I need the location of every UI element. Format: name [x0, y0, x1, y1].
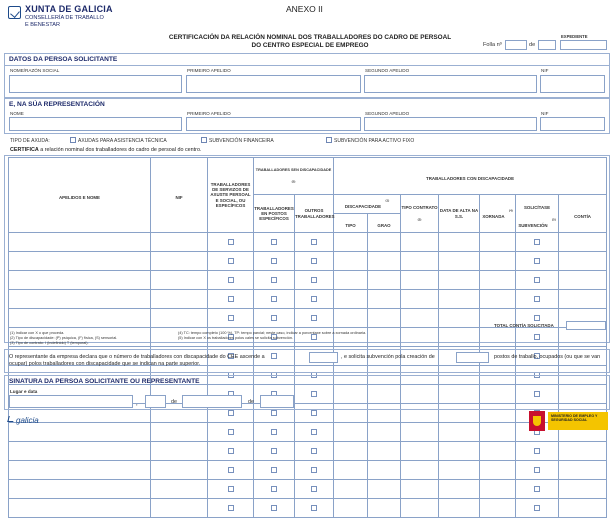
table-input-cell[interactable]	[559, 233, 607, 252]
representacion-segundo-input[interactable]	[364, 117, 537, 131]
table-checkbox-cell[interactable]	[254, 480, 295, 499]
table-input-cell[interactable]	[480, 271, 516, 290]
table-checkbox-cell[interactable]	[208, 271, 254, 290]
row-checkbox[interactable]	[534, 315, 540, 321]
col-xornada-header	[480, 195, 516, 233]
col-xornada-text: XORNADA	[482, 213, 505, 219]
declaration-part-1: O representante da empresa declara que o número de traballadores con discapacidade do CEE ascende a	[9, 354, 265, 360]
table-checkbox-cell[interactable]	[516, 290, 559, 309]
solicitante-primeiro-input[interactable]	[186, 75, 361, 93]
table-input-cell[interactable]	[368, 499, 401, 518]
table-input-cell[interactable]	[334, 271, 368, 290]
solicitante-nome-label: NOME/RAZÓN SOCIAL	[10, 68, 60, 73]
axuda-activo-checkbox[interactable]	[326, 137, 332, 143]
row-checkbox[interactable]	[311, 410, 317, 416]
note-3: (3) Tipo de contrato: I (indefinido) T (temporal).	[10, 340, 89, 345]
table-row	[9, 480, 607, 499]
total-label: TOTAL CONTÍA SOLICITADA	[494, 323, 554, 328]
col-postos-text: TRABALLADORES EN POSTOS ESPECÍFICOS	[254, 205, 294, 222]
row-checkbox[interactable]	[311, 486, 317, 492]
certifica-rest: a relación nominal dos traballadores do cadro de persoal do centro.	[38, 147, 202, 153]
mes-input[interactable]	[182, 395, 242, 408]
table-input-cell[interactable]	[334, 442, 368, 461]
table-checkbox-cell[interactable]	[295, 461, 334, 480]
folla-number-input[interactable]	[505, 40, 527, 50]
row-checkbox[interactable]	[271, 296, 277, 302]
row-checkbox[interactable]	[534, 258, 540, 264]
row-checkbox[interactable]	[534, 467, 540, 473]
table-input-cell[interactable]	[9, 290, 151, 309]
table-checkbox-cell[interactable]	[516, 480, 559, 499]
row-checkbox[interactable]	[534, 334, 540, 340]
table-input-cell[interactable]	[401, 480, 439, 499]
table-row	[9, 442, 607, 461]
col-tipo-header	[334, 214, 368, 233]
table-input-cell[interactable]	[559, 499, 607, 518]
comma-separator: ,	[136, 401, 138, 407]
table-input-cell[interactable]	[334, 233, 368, 252]
folla-total-input[interactable]	[538, 40, 556, 50]
table-row	[9, 271, 607, 290]
row-checkbox[interactable]	[271, 315, 277, 321]
axuda-financeira-checkbox[interactable]	[201, 137, 207, 143]
table-input-cell[interactable]	[559, 252, 607, 271]
row-checkbox[interactable]	[271, 505, 277, 511]
table-checkbox-cell[interactable]	[295, 309, 334, 328]
table-input-cell[interactable]	[559, 442, 607, 461]
table-header-row-1	[9, 158, 607, 195]
col-alta-text: DATA DE ALTA NA S.S.	[439, 208, 479, 219]
col-grao-text: GRAO	[377, 223, 391, 228]
table-input-cell[interactable]	[401, 499, 439, 518]
col-contrato-header	[401, 195, 439, 233]
table-input-cell[interactable]	[559, 290, 607, 309]
row-checkbox[interactable]	[311, 505, 317, 511]
table-input-cell[interactable]	[368, 290, 401, 309]
table-input-cell[interactable]	[334, 499, 368, 518]
solicitante-nif-input[interactable]	[540, 75, 605, 93]
axuda-asistencia-checkbox[interactable]	[70, 137, 76, 143]
notes-right	[178, 331, 508, 341]
org-sub-2: E BENESTAR	[25, 21, 61, 28]
table-input-cell[interactable]	[334, 309, 368, 328]
row-checkbox[interactable]	[311, 429, 317, 435]
table-input-cell[interactable]	[401, 309, 439, 328]
row-checkbox[interactable]	[228, 429, 234, 435]
table-input-cell[interactable]	[151, 442, 208, 461]
col-outros-header	[295, 195, 334, 233]
col-tipo-text: TIPO	[345, 223, 356, 228]
table-checkbox-cell[interactable]	[208, 442, 254, 461]
table-input-cell[interactable]	[401, 461, 439, 480]
row-checkbox[interactable]	[311, 296, 317, 302]
table-checkbox-cell[interactable]	[208, 461, 254, 480]
row-checkbox[interactable]	[311, 315, 317, 321]
table-row	[9, 290, 607, 309]
certifica-text	[10, 147, 201, 153]
table-checkbox-cell[interactable]	[254, 233, 295, 252]
table-row	[9, 461, 607, 480]
title-line-2: DO CENTRO ESPECIAL DE EMPREGO	[251, 42, 369, 49]
row-checkbox[interactable]	[228, 239, 234, 245]
table-input-cell[interactable]	[334, 461, 368, 480]
representacion-primeiro-label: PRIMEIRO APELIDO	[187, 111, 231, 116]
table-row	[9, 252, 607, 271]
table-input-cell[interactable]	[368, 442, 401, 461]
table-checkbox-cell[interactable]	[254, 442, 295, 461]
table-input-cell[interactable]	[9, 461, 151, 480]
row-checkbox[interactable]	[271, 429, 277, 435]
axuda-activo-label: SUBVENCIÓN PARA ACTIVO FIXO	[334, 138, 415, 144]
table-input-cell[interactable]	[334, 252, 368, 271]
table-input-cell[interactable]	[480, 480, 516, 499]
col-contia-header	[559, 195, 607, 233]
solicitante-nif-label: NIF	[541, 68, 549, 73]
row-checkbox[interactable]	[271, 277, 277, 283]
expediente-label: EXPEDIENTE	[561, 34, 588, 39]
table-checkbox-cell[interactable]	[254, 309, 295, 328]
row-checkbox[interactable]	[534, 296, 540, 302]
table-input-cell[interactable]	[439, 233, 480, 252]
anexo-label: ANEXO II	[286, 4, 323, 14]
row-checkbox[interactable]	[271, 448, 277, 454]
col-servizos-text: TRABALLADORES DE SERVIZOS DE AXUSTE PERSOAL E SOCIAL, OU ESPECÍFICOS	[210, 181, 251, 208]
row-checkbox[interactable]	[311, 277, 317, 283]
table-checkbox-cell[interactable]	[208, 309, 254, 328]
notes-left	[10, 331, 180, 345]
table-checkbox-cell[interactable]	[254, 290, 295, 309]
table-row	[9, 499, 607, 518]
row-checkbox[interactable]	[271, 239, 277, 245]
table-checkbox-cell[interactable]	[295, 499, 334, 518]
folla-label: Folla nº	[483, 42, 502, 48]
table-checkbox-cell[interactable]	[208, 252, 254, 271]
spain-coat-of-arms-icon	[529, 411, 545, 431]
group-sen-text: TRABALLADORES SEN DISCAPACIDADE	[255, 168, 332, 172]
ministry-text: MINISTERIO DE EMPLEO Y SEGURIDAD SOCIAL	[551, 414, 598, 423]
representacion-primeiro-input[interactable]	[186, 117, 361, 131]
solicitante-nome-input[interactable]	[9, 75, 182, 93]
table-input-cell[interactable]	[480, 252, 516, 271]
col-servizos-header	[208, 158, 254, 233]
table-checkbox-cell[interactable]	[295, 271, 334, 290]
axuda-label: TIPO DE AXUDA:	[10, 138, 50, 144]
discapacidade-text: DISCAPACIDADE	[344, 204, 382, 209]
row-checkbox[interactable]	[534, 239, 540, 245]
lugar-input[interactable]	[9, 395, 133, 408]
col-nif-text: NIF	[175, 195, 183, 200]
col-contrato-text: TIPO CONTRATO	[401, 204, 438, 210]
xunta-logo-icon	[8, 6, 21, 19]
group-con-header	[334, 158, 607, 195]
ministry-banner	[548, 412, 608, 430]
row-checkbox[interactable]	[311, 258, 317, 264]
table-checkbox-cell[interactable]	[516, 252, 559, 271]
table-input-cell[interactable]	[559, 328, 607, 347]
col-alta-header	[439, 195, 480, 233]
table-input-cell[interactable]	[9, 233, 151, 252]
row-checkbox[interactable]	[228, 296, 234, 302]
table-input-cell[interactable]	[480, 233, 516, 252]
org-subtitle	[25, 15, 125, 28]
table-checkbox-cell[interactable]	[254, 499, 295, 518]
table-input-cell[interactable]	[480, 290, 516, 309]
representacion-nome-input[interactable]	[9, 117, 182, 131]
group-sen-header	[254, 158, 334, 195]
table-input-cell[interactable]	[151, 461, 208, 480]
solicitante-divider	[4, 65, 610, 66]
table-input-cell[interactable]	[401, 442, 439, 461]
table-input-cell[interactable]	[439, 252, 480, 271]
table-input-cell[interactable]	[439, 480, 480, 499]
table-input-cell[interactable]	[9, 442, 151, 461]
col-xornada-sup: (4)	[509, 208, 513, 213]
row-checkbox[interactable]	[228, 448, 234, 454]
table-checkbox-cell[interactable]	[516, 461, 559, 480]
axuda-financeira-label: SUBVENCIÓN FINANCEIRA	[209, 138, 274, 144]
col-postos-header	[254, 195, 295, 233]
declaration-part-3: postos de traballo, ocupados (ou que se van ocupar) polos traballadores con discapacidade que se indican na parte superior.	[9, 354, 601, 367]
table-checkbox-cell[interactable]	[295, 480, 334, 499]
row-checkbox[interactable]	[271, 258, 277, 264]
table-input-cell[interactable]	[368, 309, 401, 328]
table-input-cell[interactable]	[401, 233, 439, 252]
representacion-title: E, NA SÚA REPRESENTACIÓN	[9, 101, 105, 108]
table-input-cell[interactable]	[151, 233, 208, 252]
row-checkbox[interactable]	[534, 486, 540, 492]
table-input-cell[interactable]	[151, 309, 208, 328]
table-input-cell[interactable]	[559, 271, 607, 290]
table-checkbox-cell[interactable]	[516, 271, 559, 290]
table-checkbox-cell[interactable]	[295, 290, 334, 309]
page-title	[150, 34, 470, 50]
table-checkbox-cell[interactable]	[295, 442, 334, 461]
table-input-cell[interactable]	[480, 442, 516, 461]
solicitante-title: DATOS DA PERSOA SOLICITANTE	[9, 56, 118, 63]
table-input-cell[interactable]	[9, 499, 151, 518]
col-contia-text: CONTÍA	[574, 213, 591, 219]
col-apelidos-header	[9, 158, 151, 233]
table-input-cell[interactable]	[368, 480, 401, 499]
table-input-cell[interactable]	[401, 252, 439, 271]
note-5: (5) Indicar con X os traballadores polos cales se solicita subvención.	[178, 335, 294, 340]
col-apelidos-text: APELIDOS E NOME	[59, 195, 100, 200]
row-checkbox[interactable]	[228, 315, 234, 321]
representacion-nif-input[interactable]	[540, 117, 605, 131]
table-checkbox-cell[interactable]	[516, 499, 559, 518]
title-line-1: CERTIFICACIÓN DA RELACIÓN NOMINAL DOS TRABALLADORES DO CADRO DE PERSOAL	[168, 34, 452, 41]
row-checkbox[interactable]	[271, 410, 277, 416]
table-input-cell[interactable]	[368, 461, 401, 480]
solicitante-segundo-label: SEGUNDO APELIDO	[365, 68, 410, 73]
table-row	[9, 233, 607, 252]
table-checkbox-cell[interactable]	[516, 233, 559, 252]
row-checkbox[interactable]	[534, 277, 540, 283]
note-1: (1) Indicar con X o que proceda.	[10, 331, 65, 335]
representacion-nif-label: NIF	[541, 111, 549, 116]
table-input-cell[interactable]	[334, 480, 368, 499]
table-checkbox-cell[interactable]	[295, 252, 334, 271]
table-checkbox-cell[interactable]	[254, 271, 295, 290]
table-input-cell[interactable]	[439, 309, 480, 328]
table-input-cell[interactable]	[151, 290, 208, 309]
representacion-nome-label: NOME	[10, 111, 24, 116]
table-input-cell[interactable]	[439, 461, 480, 480]
table-input-cell[interactable]	[151, 499, 208, 518]
col-grao-header	[368, 214, 401, 233]
note-2: (2) Tipo de discapacidade: (P) psíquica, (F) física, (S) sensorial.	[10, 335, 118, 340]
expediente-input[interactable]	[560, 40, 607, 50]
group-sen-sup: (5)	[291, 179, 296, 184]
table-input-cell[interactable]	[9, 252, 151, 271]
table-input-cell[interactable]	[439, 271, 480, 290]
sinatura-de-2: de	[248, 399, 254, 405]
declaration-part-2: , e solicita subvención pola creación de	[341, 354, 435, 360]
table-input-cell[interactable]	[9, 271, 151, 290]
table-input-cell[interactable]	[439, 499, 480, 518]
table-input-cell[interactable]	[401, 271, 439, 290]
table-input-cell[interactable]	[334, 290, 368, 309]
table-input-cell[interactable]	[151, 480, 208, 499]
table-checkbox-cell[interactable]	[208, 233, 254, 252]
table-input-cell[interactable]	[151, 252, 208, 271]
table-input-cell[interactable]	[439, 290, 480, 309]
group-con-text: TRABALLADORES CON DISCAPACIDADE	[426, 176, 515, 181]
table-input-cell[interactable]	[439, 442, 480, 461]
row-checkbox[interactable]	[228, 486, 234, 492]
table-input-cell[interactable]	[368, 233, 401, 252]
dia-input[interactable]	[145, 395, 166, 408]
table-input-cell[interactable]	[368, 252, 401, 271]
col-outros-text: OUTROS TRABALLADORES	[295, 208, 335, 219]
org-name: XUNTA DE GALICIA	[25, 4, 113, 14]
sinatura-title: SINATURA DA PERSOA SOLICITANTE OU REPRESENTANTE	[9, 378, 200, 385]
table-input-cell[interactable]	[480, 499, 516, 518]
solicitante-segundo-input[interactable]	[364, 75, 537, 93]
row-checkbox[interactable]	[228, 258, 234, 264]
row-checkbox[interactable]	[534, 448, 540, 454]
table-checkbox-cell[interactable]	[516, 442, 559, 461]
row-checkbox[interactable]	[271, 486, 277, 492]
certifica-bold: CERTIFICA	[10, 147, 39, 153]
table-checkbox-cell[interactable]	[254, 252, 295, 271]
table-checkbox-cell[interactable]	[208, 480, 254, 499]
table-checkbox-cell[interactable]	[516, 328, 559, 347]
row-checkbox[interactable]	[311, 467, 317, 473]
total-input[interactable]	[566, 321, 606, 330]
table-input-cell[interactable]	[480, 461, 516, 480]
folla-de-label: de	[529, 42, 536, 48]
table-input-cell[interactable]	[9, 480, 151, 499]
table-input-cell[interactable]	[559, 480, 607, 499]
row-checkbox[interactable]	[271, 467, 277, 473]
ano-input[interactable]	[260, 395, 294, 408]
table-input-cell[interactable]	[401, 290, 439, 309]
table-checkbox-cell[interactable]	[208, 499, 254, 518]
row-checkbox[interactable]	[311, 239, 317, 245]
discapacidade-sup: (1)	[385, 198, 390, 203]
note-4: (4) TC: tempo completo (100 %), TP: tempo parcial; neste caso, indicar a porcentaxe sobre a xornada ordinaria.	[178, 331, 367, 335]
discapacidade-header	[334, 195, 401, 214]
table-checkbox-cell[interactable]	[208, 290, 254, 309]
galicia-brand: galicia	[16, 416, 39, 425]
row-checkbox[interactable]	[311, 448, 317, 454]
sinatura-de-1: de	[171, 399, 177, 405]
col-contrato-sup: (3)	[417, 217, 422, 222]
table-input-cell[interactable]	[151, 271, 208, 290]
row-checkbox[interactable]	[228, 277, 234, 283]
table-input-cell[interactable]	[559, 461, 607, 480]
col-solicitase-text: SOLICÍTASE SUBVENCIÓN	[518, 204, 551, 228]
table-input-cell[interactable]	[368, 271, 401, 290]
col-solicitase-sup: (5)	[552, 217, 556, 222]
col-solicitase-header	[516, 195, 559, 233]
row-checkbox[interactable]	[228, 467, 234, 473]
lugar-data-label: Lugar e data	[10, 389, 38, 394]
org-sub-1: CONSELLERÍA DE TRABALLO	[25, 15, 104, 21]
solicitante-primeiro-label: PRIMEIRO APELIDO	[187, 68, 231, 73]
row-checkbox[interactable]	[534, 505, 540, 511]
axuda-asistencia-label: AXUDAS PARA ASISTENCIA TÉCNICA	[78, 138, 167, 144]
table-checkbox-cell[interactable]	[254, 461, 295, 480]
table-checkbox-cell[interactable]	[295, 233, 334, 252]
row-checkbox[interactable]	[228, 505, 234, 511]
representacion-segundo-label: SEGUNDO APELIDO	[365, 111, 410, 116]
col-nif-header	[151, 158, 208, 233]
table-input-cell[interactable]	[9, 309, 151, 328]
row-checkbox[interactable]	[228, 410, 234, 416]
